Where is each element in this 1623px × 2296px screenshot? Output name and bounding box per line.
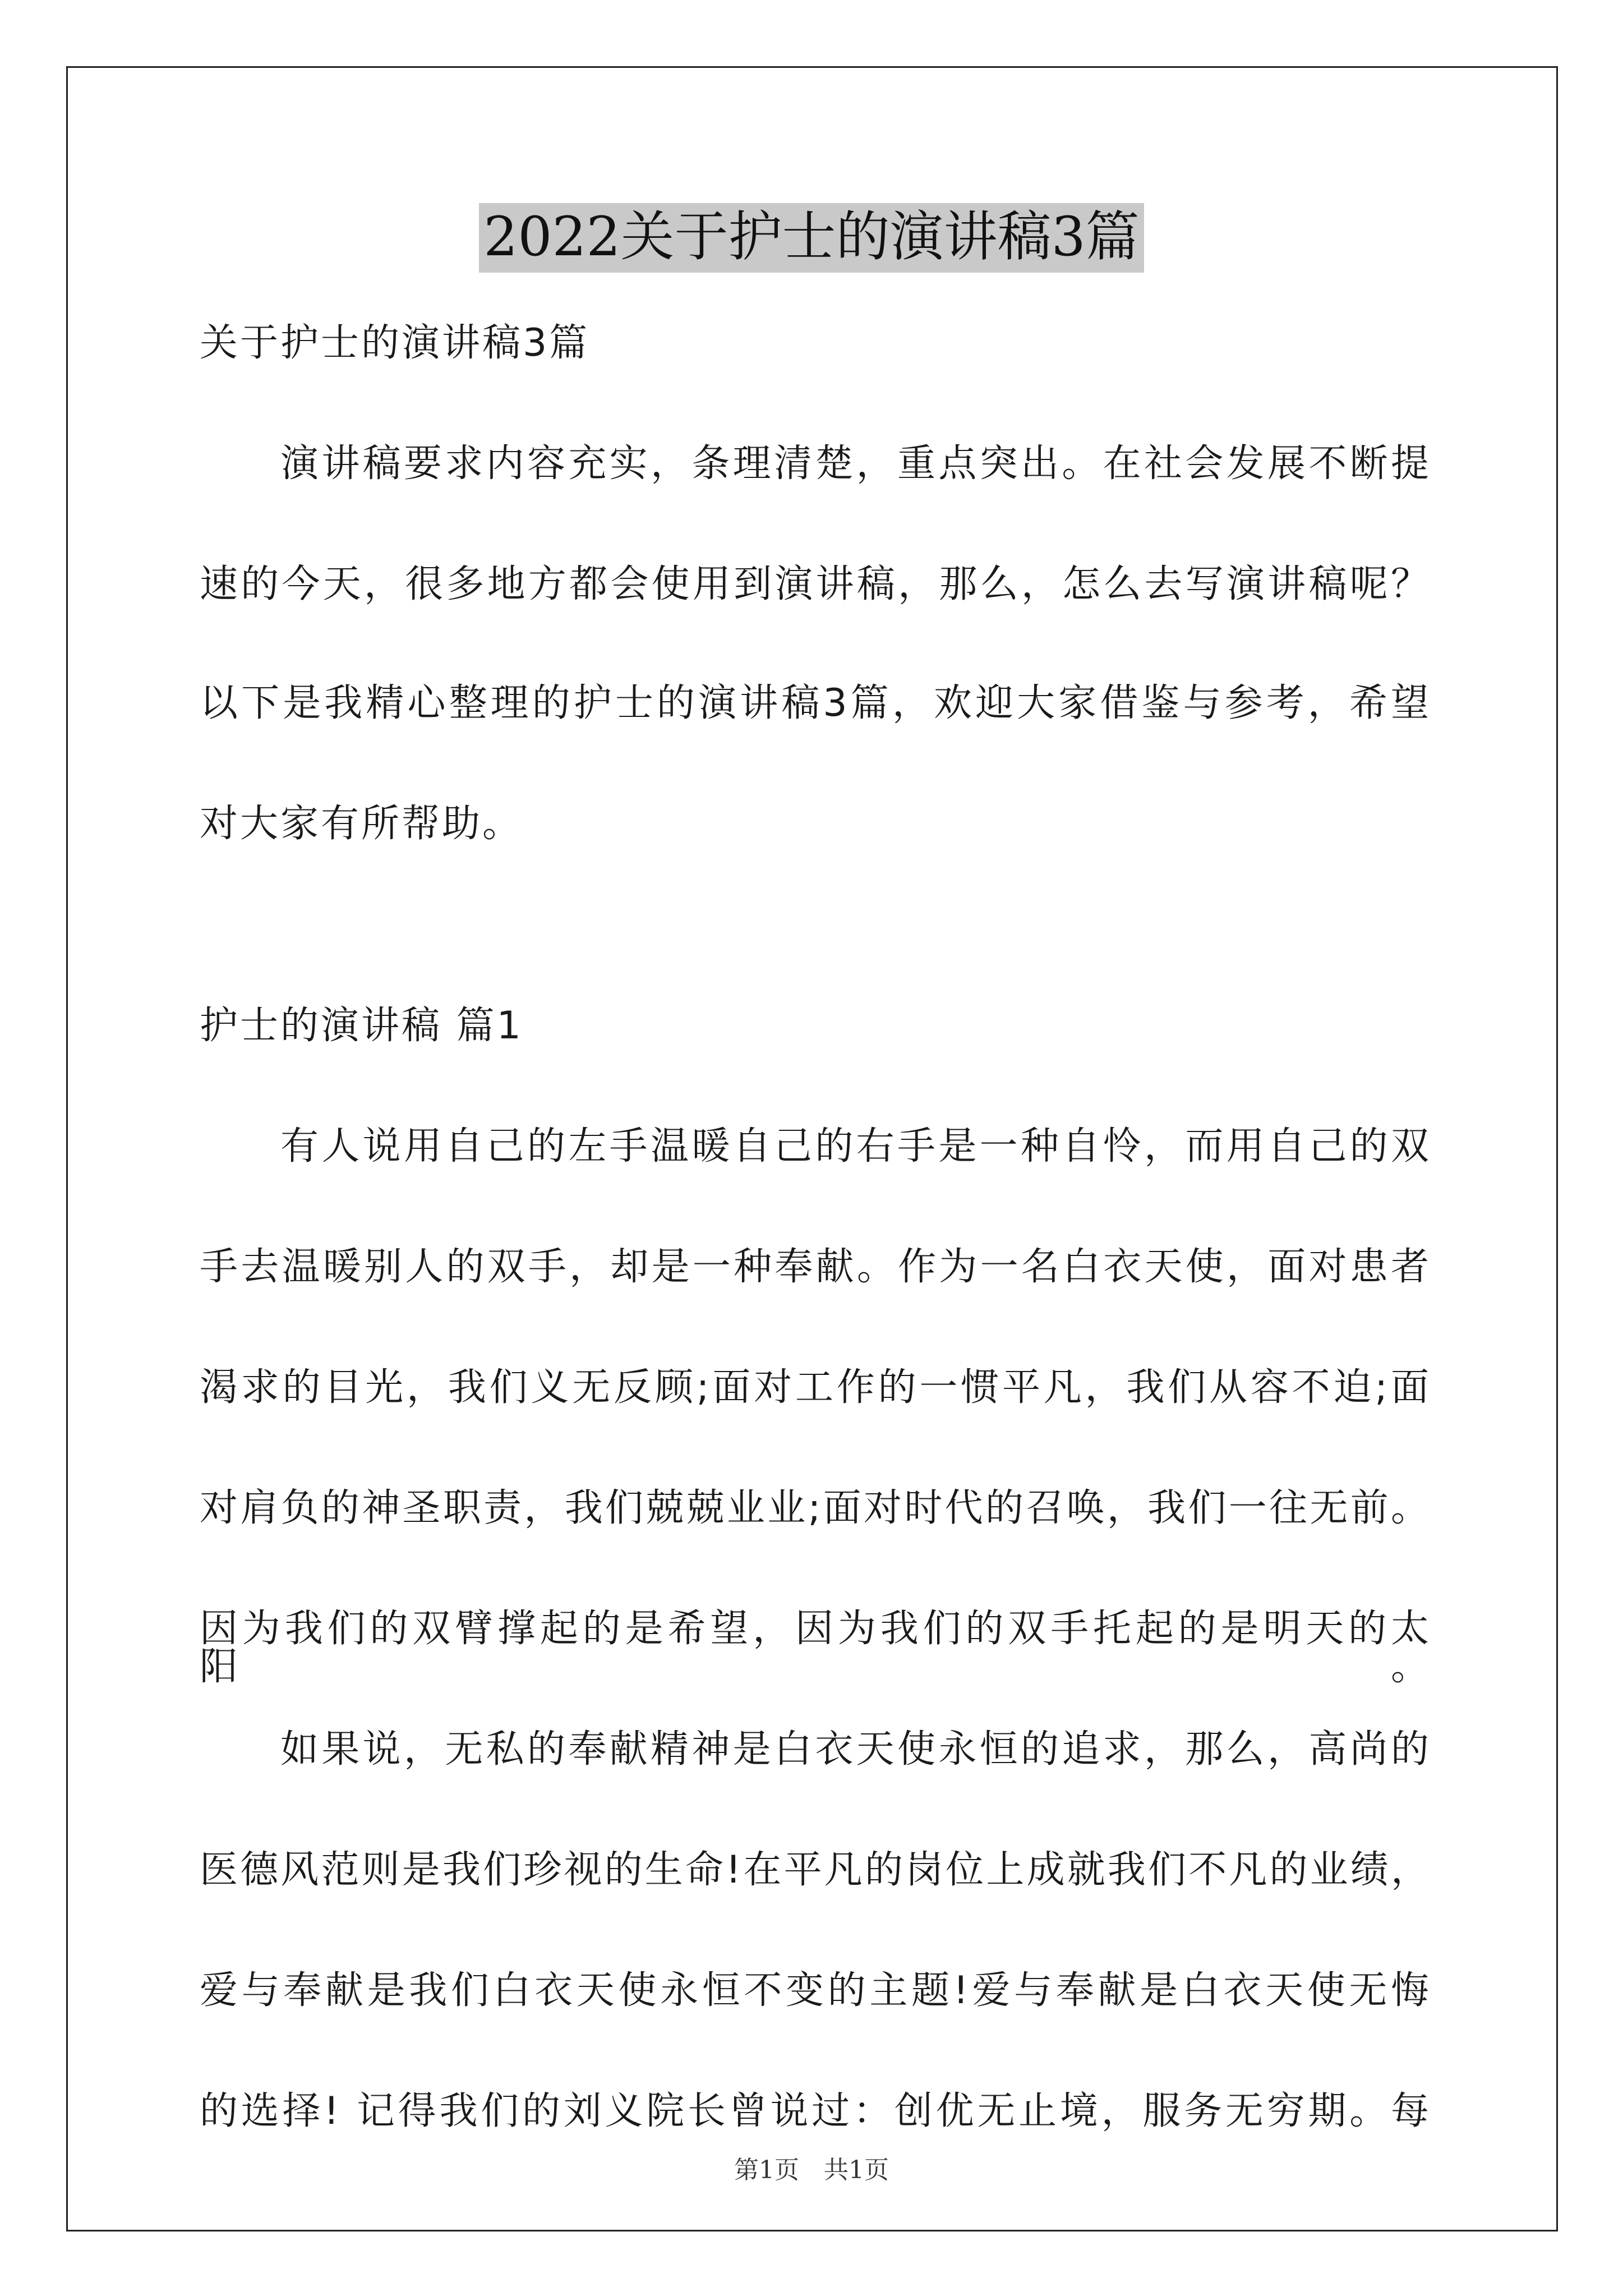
document-title-wrapper [0, 203, 1623, 273]
document-title: 2022关于护士的演讲稿3篇 [479, 203, 1144, 273]
body-line-9: 的选择! 记得我们的刘义院长曾说过：创优无止境，服务无穷期。每 [200, 2089, 1431, 2133]
body-line-1: 有人说用自己的左手温暖自己的右手是一种自怜，而用自己的双 [280, 1124, 1431, 1168]
body-line-2: 手去温暖别人的双手，却是一种奉献。作为一名白衣天使，面对患者 [200, 1245, 1431, 1289]
body-line-7: 医德风范则是我们珍视的生命!在平凡的岗位上成就我们不凡的业绩， [200, 1848, 1431, 1892]
intro-line-3: 以下是我精心整理的护士的演讲稿3篇，欢迎大家借鉴与参考，希望 [200, 681, 1431, 725]
section-heading: 护士的演讲稿 篇1 [200, 1004, 523, 1048]
page-footer: 第1页 共1页 [734, 2156, 889, 2184]
body-line-5: 因为我们的双臂撑起的是希望，因为我们的双手托起的是明天的太阳。 [200, 1607, 1431, 1689]
intro-line-1: 演讲稿要求内容充实，条理清楚，重点突出。在社会发展不断提 [280, 441, 1431, 486]
document-subtitle: 关于护士的演讲稿3篇 [200, 321, 590, 365]
body-line-6: 如果说，无私的奉献精神是白衣天使永恒的追求，那么，高尚的 [280, 1727, 1431, 1772]
body-line-4: 对肩负的神圣职责，我们兢兢业业;面对时代的召唤，我们一往无前。 [200, 1486, 1431, 1530]
body-line-8: 爱与奉献是我们白衣天使永恒不变的主题!爱与奉献是白衣天使无悔 [200, 1968, 1431, 2013]
intro-line-2: 速的今天，很多地方都会使用到演讲稿，那么，怎么去写演讲稿呢？ [200, 562, 1431, 606]
body-line-3: 渴求的目光，我们义无反顾;面对工作的一惯平凡，我们从容不迫;面 [200, 1365, 1431, 1410]
intro-line-4: 对大家有所帮助。 [200, 802, 523, 846]
